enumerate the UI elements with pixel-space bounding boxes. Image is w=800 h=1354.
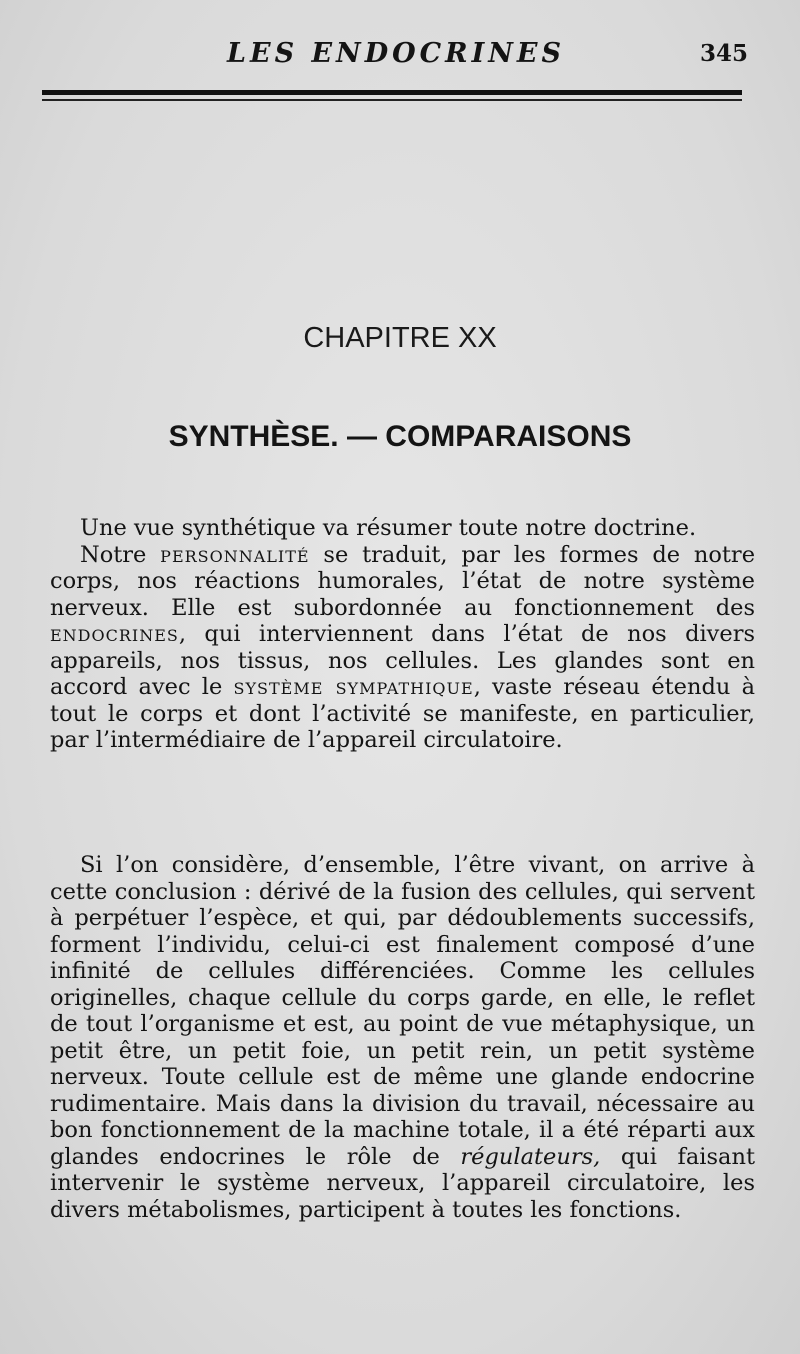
paragraph-2 — [50, 542, 755, 754]
term-endocrines: endocrines — [50, 621, 179, 647]
paragraph-3-text-2: qui faisant intervenir le système nerveux, l’appareil circulatoire, les divers métabolismes, participent à toutes les fonctions. — [50, 1143, 755, 1223]
term-regulateurs: régulateurs, — [460, 1143, 601, 1170]
paragraph-2-text-3: , qui interviennent dans l’état de nos divers appareils, nos tissus, nos cellules. Les glandes sont en accord avec le — [50, 621, 755, 700]
page-number: 345 — [699, 40, 748, 67]
paragraph-3 — [50, 852, 755, 1223]
body-section-2 — [50, 852, 755, 1223]
paragraph-2-text-2: se traduit, par les formes de notre corps, nos réactions humorales, l’état de notre système nerveux. Elle est subordonnée au fonctionnement des — [50, 541, 756, 621]
term-personnalite: personnalité — [160, 541, 310, 568]
paragraph-1: Une vue synthétique va résumer toute notre doctrine. — [80, 515, 697, 541]
header-rule-thick — [42, 90, 742, 95]
paragraph-2-text-1: Notre — [80, 541, 161, 568]
running-head — [44, 38, 748, 74]
header-rule-thin — [42, 99, 742, 101]
paragraph-3-text-1: Si l’on considère, d’ensemble, l’être vivant, on arrive à cette conclusion : dérivé de la fusion des cellules, qui servent à perpétuer l’espèce, et qui, par dédoublements successifs, forment l’individu, celui-ci est finalement composé d’une infinité de cellules différenciées. Comme les cellules originelles, chaque cellule du corps garde, en elle, le reflet de tout l’organisme et est, au point de vue métaphysique, un petit être, un petit foie, un petit rein, un petit système nerveux. Toute cellule est de même une glande endocrine rudimentaire. Mais dans la division du travail, nécessaire au bon fonctionnement de la machine totale, il a été réparti aux glandes endocrines le rôle de — [50, 852, 755, 1170]
chapter-title: SYNTHÈSE. — COMPARAISONS — [168, 420, 632, 453]
paragraph-2-text-4: , vaste réseau étendu à tout le corps et dont l’activité se manifeste, en particulier, par l’intermédiaire de l’appareil circulatoire. — [50, 674, 755, 753]
body-section-1 — [50, 515, 755, 754]
running-title: LES ENDOCRINES — [227, 38, 565, 69]
chapter-label: CHAPITRE XX — [303, 322, 497, 354]
term-systeme-sympathique: système sympathique — [233, 674, 474, 700]
